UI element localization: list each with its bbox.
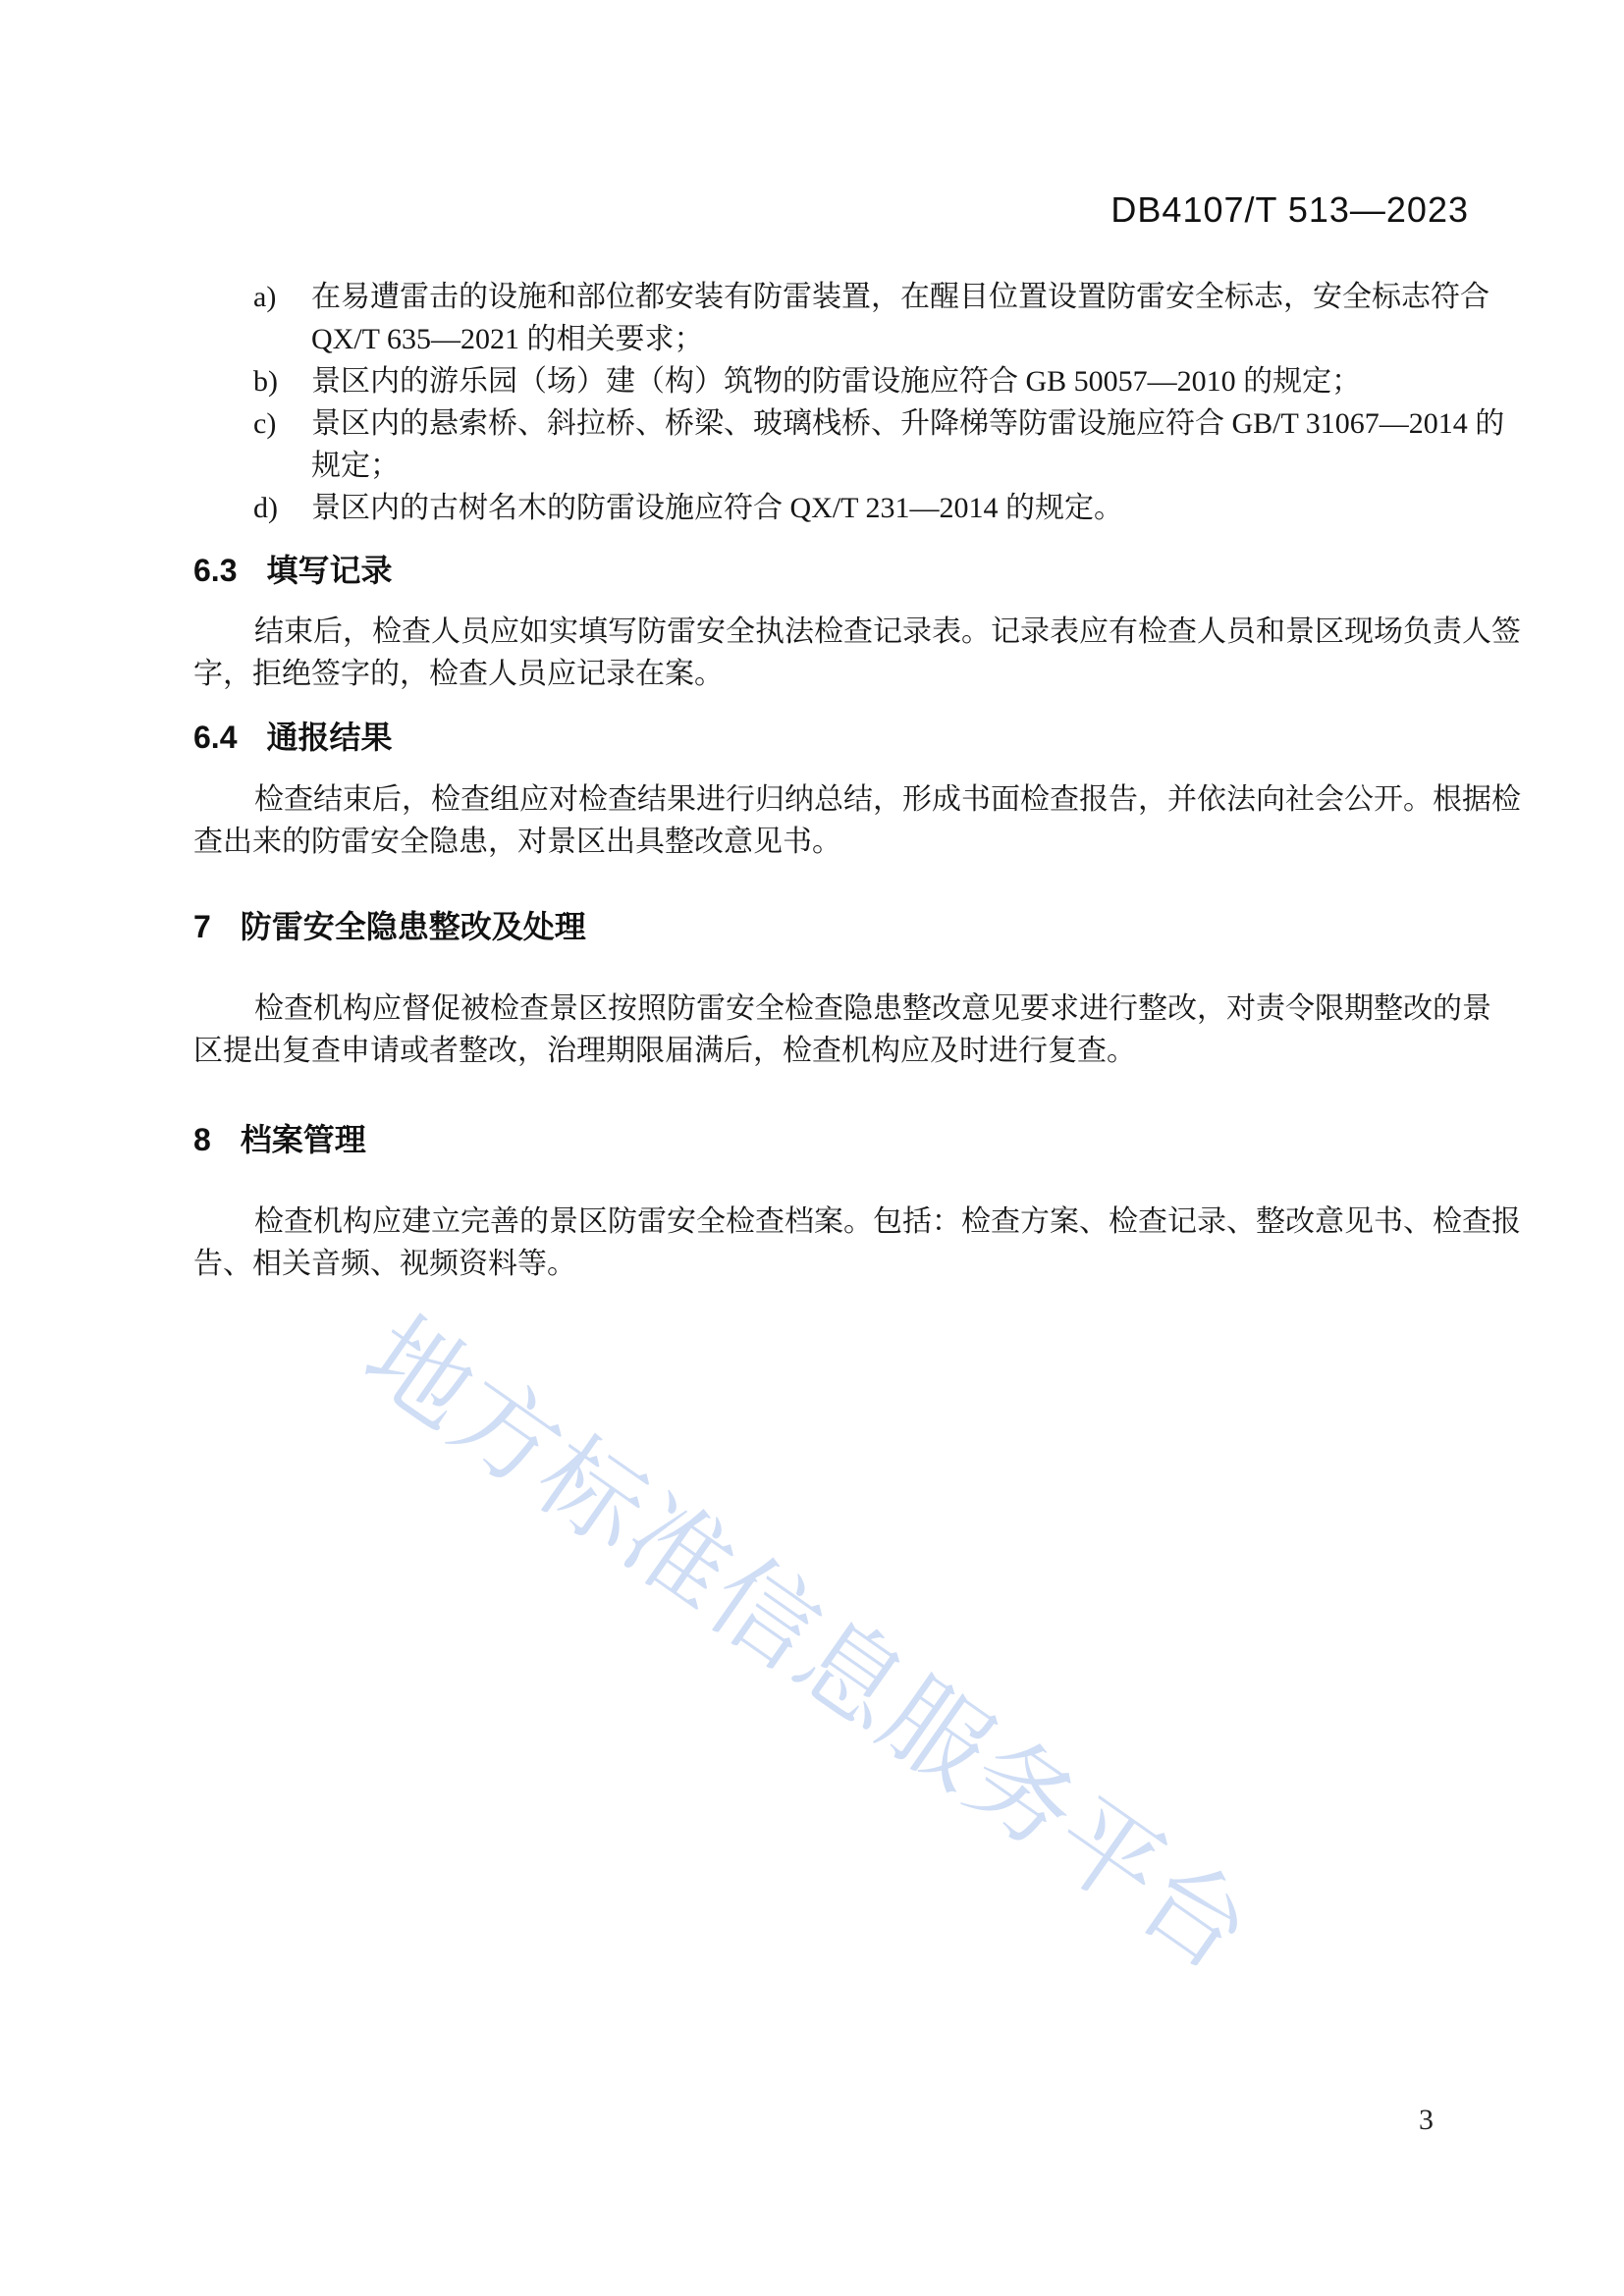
list-item-marker: c) — [253, 407, 277, 440]
section-number: 6.3 — [193, 553, 238, 588]
section-number: 7 — [193, 909, 211, 944]
list-item-marker: d) — [253, 492, 278, 524]
paragraph-line: 结束后，检查人员应如实填写防雷安全执法检查记录表。记录表应有检查人员和景区现场负责人签 — [254, 615, 1521, 648]
paragraph-line: 告、相关音频、视频资料等。 — [193, 1248, 576, 1280]
section-heading-6-4 — [193, 718, 393, 757]
watermark-text: 地方标准信息服务平台 — [343, 1294, 1273, 1995]
list-item — [193, 360, 1470, 402]
section-paragraph-8 — [193, 1201, 1521, 1285]
section-number: 6.4 — [193, 720, 238, 755]
section-number: 8 — [193, 1122, 211, 1157]
section-title: 填写记录 — [266, 553, 393, 588]
list-item — [193, 487, 1470, 529]
list-item-text: 景区内的古树名木的防雷设施应符合 QX/T 231—2014 的规定。 — [311, 492, 1123, 524]
section-paragraph-6-3 — [193, 611, 1521, 695]
paragraph-line: 字，拒绝签字的，检查人员应记录在案。 — [193, 658, 724, 690]
paragraph-line: 检查结束后，检查组应对检查结果进行归纳总结，形成书面检查报告，并依法向社会公开。根据检 — [254, 783, 1521, 816]
section-paragraph-6-4 — [193, 778, 1521, 863]
section-title: 防雷安全隐患整改及处理 — [240, 909, 586, 944]
list-item-marker: a) — [253, 281, 277, 313]
list-item-continuation: 规定； — [311, 450, 400, 482]
section-paragraph-7 — [193, 988, 1491, 1072]
section-title: 档案管理 — [240, 1122, 366, 1157]
paragraph-line: 查出来的防雷安全隐患，对景区出具整改意见书。 — [193, 826, 841, 858]
list-item — [193, 276, 1489, 318]
list-item — [193, 402, 1505, 445]
clause-list — [193, 276, 1505, 529]
section-heading-6-3 — [193, 551, 393, 590]
section-heading-7 — [193, 907, 586, 946]
paragraph-line: 检查机构应督促被检查景区按照防雷安全检查隐患整改意见要求进行整改，对责令限期整改的景 — [254, 992, 1491, 1025]
header-doc-code: DB4107/T 513—2023 — [1110, 189, 1469, 230]
section-title: 通报结果 — [266, 720, 393, 755]
paragraph-line: 区提出复查申请或者整改，治理期限届满后，检查机构应及时进行复查。 — [193, 1035, 1136, 1067]
page-number: 3 — [1419, 2104, 1434, 2136]
list-item-text: 在易遭雷击的设施和部位都安装有防雷装置，在醒目位置设置防雷安全标志，安全标志符合 — [311, 281, 1489, 313]
paragraph-line: 检查机构应建立完善的景区防雷安全检查档案。包括：检查方案、检查记录、整改意见书、检查报 — [254, 1205, 1521, 1238]
list-item-continuation: QX/T 635—2021 的相关要求； — [311, 323, 704, 355]
list-item-marker: b) — [253, 365, 278, 398]
list-item-text: 景区内的悬索桥、斜拉桥、桥梁、玻璃栈桥、升降梯等防雷设施应符合 GB/T 31067—2014 的 — [311, 407, 1505, 440]
section-heading-8 — [193, 1120, 366, 1159]
list-item-text: 景区内的游乐园（场）建（构）筑物的防雷设施应符合 GB 50057—2010 的规定； — [311, 365, 1362, 398]
